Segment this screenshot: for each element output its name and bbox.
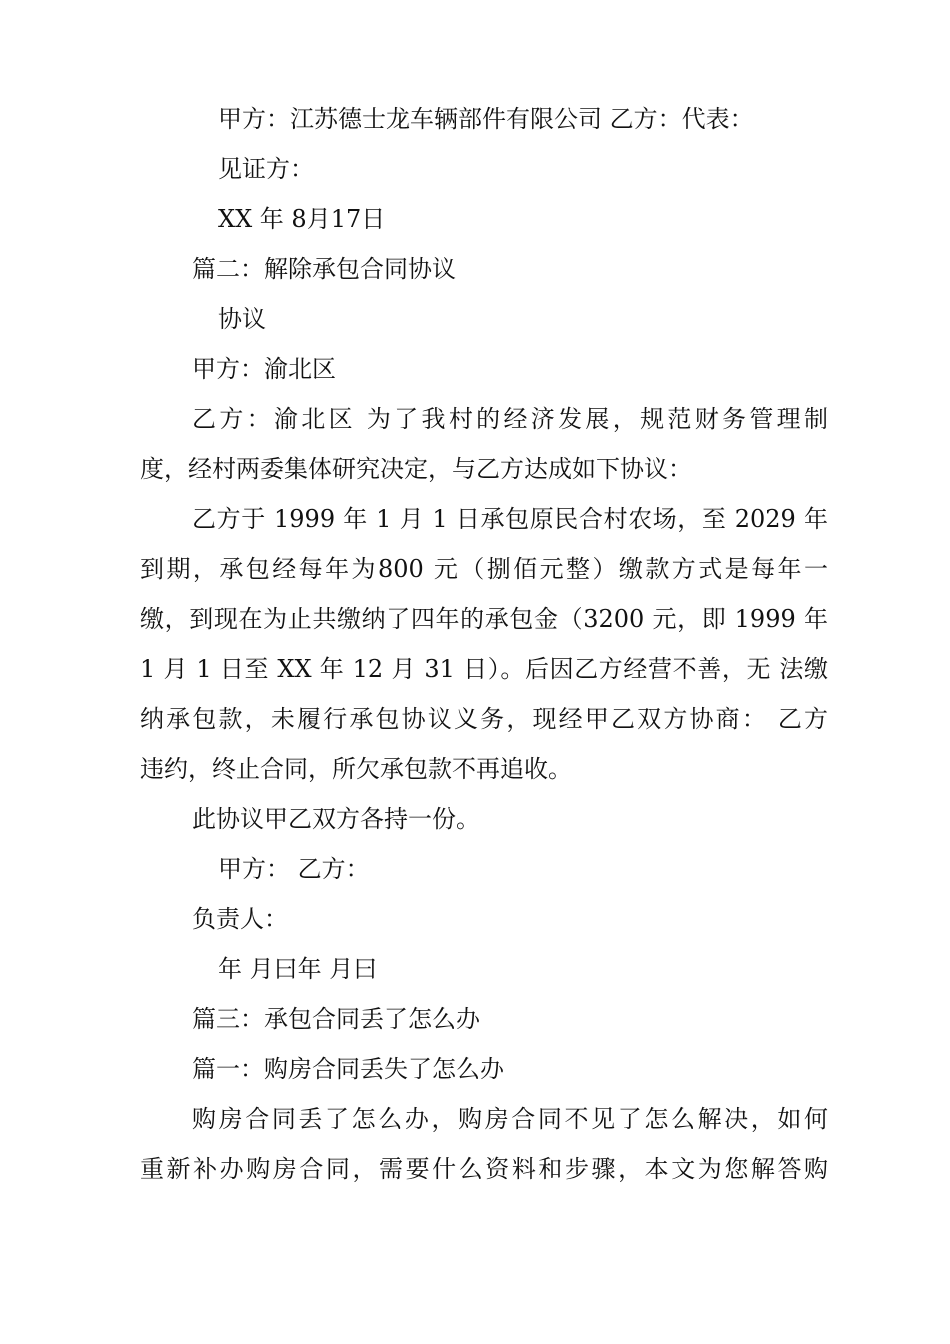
section-heading-1: 篇一：购房合同丢失了怎么办 (192, 1055, 504, 1083)
party-a-line: 甲方：渝北区 (192, 355, 336, 383)
date-placeholder-line: 年 月曰年 月曰 (218, 955, 378, 983)
section-heading-2: 篇二：解除承包合同协议 (192, 255, 456, 283)
agreement-title: 协议 (218, 305, 266, 333)
paragraph-line: 乙方于 1999 年 1 月 1 日承包原民合村农场，至 2029 年 (192, 505, 828, 533)
paragraph-line: 重新补办购房合同，需要什么资料和步骤，本文为您解答购 (140, 1155, 828, 1183)
responsible-person-line: 负责人： (192, 905, 288, 933)
party-b-paragraph-line: 乙方：渝北区 为了我村的经济发展，规范财务管理制 (192, 405, 828, 433)
copies-statement: 此协议甲乙双方各持一份。 (192, 805, 480, 833)
paragraph-line: 度，经村两委集体研究决定，与乙方达成如下协议： (140, 455, 692, 483)
section-heading-3: 篇三：承包合同丢了怎么办 (192, 1005, 480, 1033)
paragraph-line: 到期，承包经每年为800 元（捌佰元整）缴款方式是每年一 (140, 555, 828, 583)
paragraph-line: 1 月 1 日至 XX 年 12 月 31 日）。后因乙方经营不善，无 法缴 (140, 655, 828, 683)
witness-line: 见证方： (218, 155, 314, 183)
paragraph-line: 纳承包款，未履行承包协议义务，现经甲乙双方协商： 乙方 (140, 705, 828, 733)
date-line: XX 年 8月17日 (218, 205, 386, 233)
paragraph-line: 违约，终止合同，所欠承包款不再追收。 (140, 755, 572, 783)
signature-parties-line: 甲方：江苏德士龙车辆部件有限公司 乙方：代表： (218, 105, 754, 133)
paragraph-line: 缴，到现在为止共缴纳了四年的承包金（3200 元，即 1999 年 (140, 605, 828, 633)
paragraph-line: 购房合同丢了怎么办，购房合同不见了怎么解决，如何 (192, 1105, 828, 1133)
signature-line: 甲方： 乙方： (218, 855, 370, 883)
